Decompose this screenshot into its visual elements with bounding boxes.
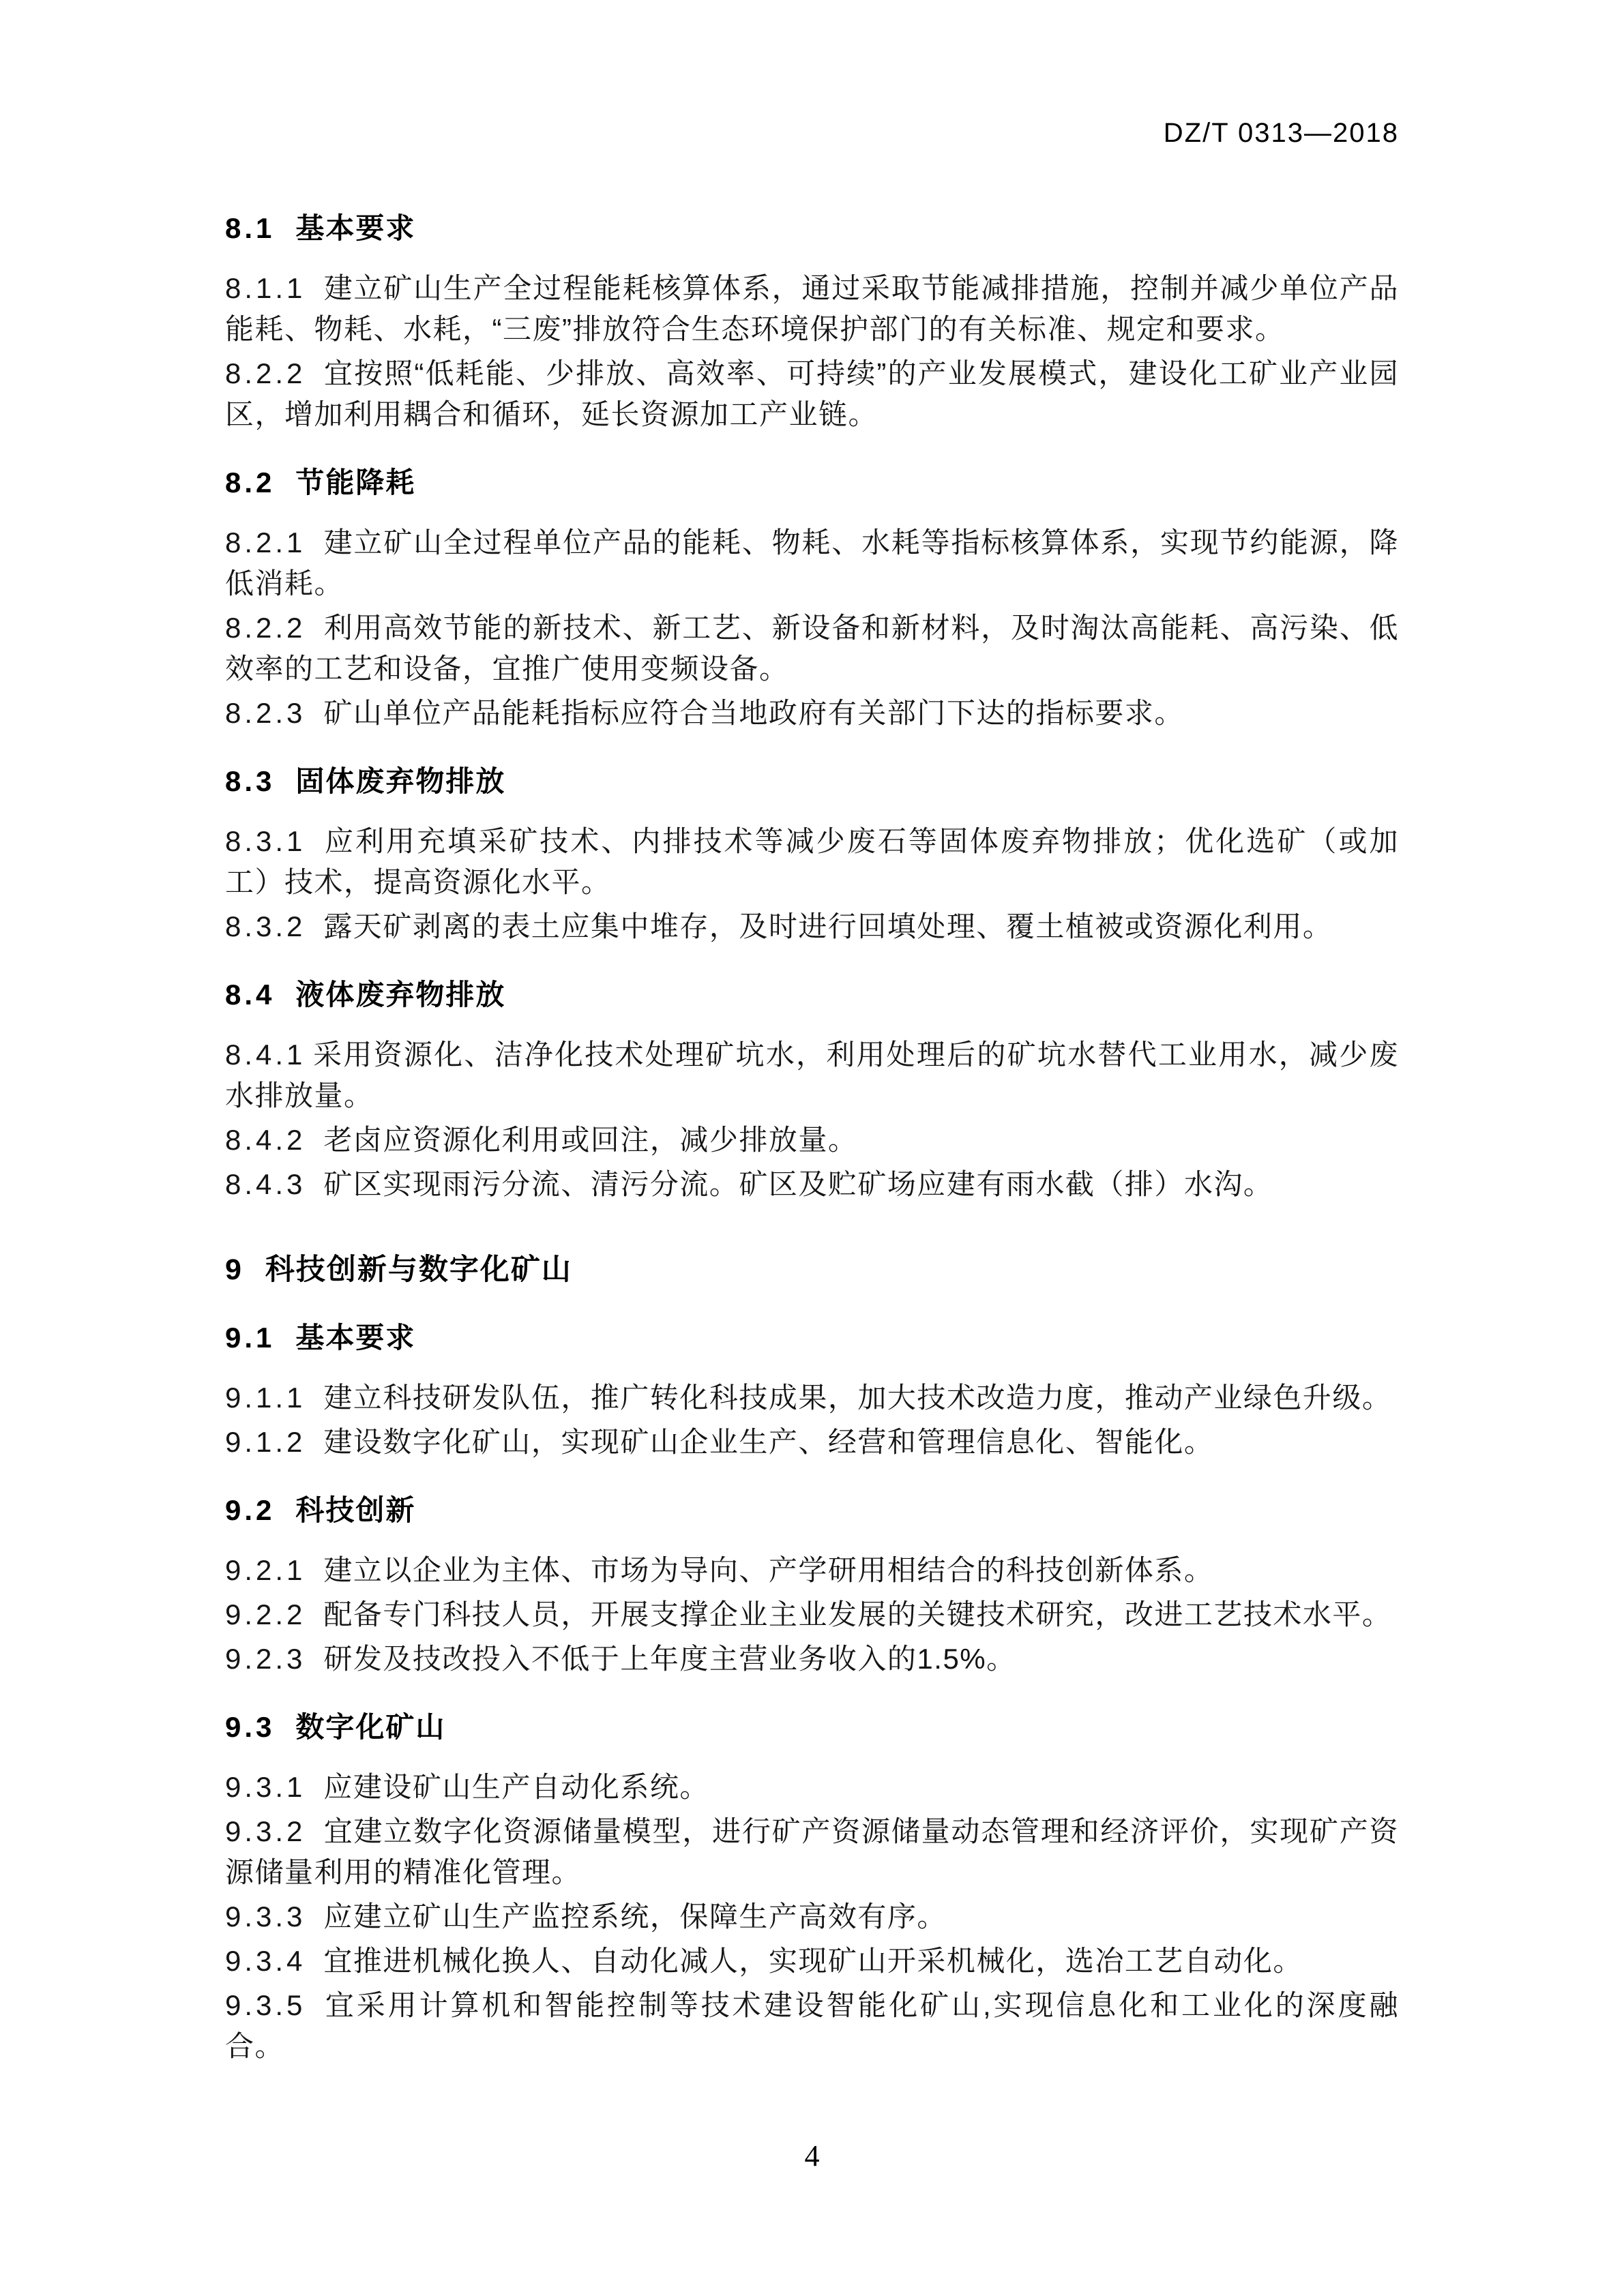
clause-9.3.5	[225, 1985, 1399, 2067]
heading-8.1	[225, 208, 1399, 249]
clause-text: 建立矿山全过程单位产品的能耗、物耗、水耗等指标核算体系，实现节约能源，降低消耗。	[225, 526, 1399, 599]
clause-number: 8.2.3	[225, 697, 306, 729]
heading-text: 液体废弃物排放	[295, 979, 506, 1011]
clause-number: 9.2.2	[225, 1598, 306, 1630]
clause-text: 采用资源化、洁净化技术处理矿坑水，利用处理后的矿坑水替代工业用水，减少废水排放量。	[225, 1039, 1399, 1112]
standard-number: DZ/T 0313—2018	[1163, 118, 1399, 148]
clause-number: 9.1.2	[225, 1426, 306, 1458]
clause-text: 研发及技改投入不低于上年度主营业务收入的1.5%。	[323, 1643, 1016, 1675]
clause-8.2.1	[225, 522, 1399, 604]
clause-text: 宜建立数字化资源储量模型，进行矿产资源储量动态管理和经济评价，实现矿产资源储量利用的精准化管理。	[225, 1815, 1399, 1888]
clause-number: 9.3.5	[225, 1989, 306, 2021]
document-body	[225, 208, 1399, 2067]
clause-number: 8.2	[225, 466, 276, 498]
clause-number: 8.1	[225, 212, 276, 244]
page-number: 4	[804, 2139, 820, 2173]
clause-number: 8.4.2	[225, 1124, 306, 1156]
clause-number: 8.3.2	[225, 910, 306, 942]
clause-number: 8.2.2	[225, 357, 306, 389]
clause-9.2.2	[225, 1594, 1399, 1635]
clause-number: 9.3.4	[225, 1945, 306, 1977]
clause-number: 9.2.1	[225, 1554, 306, 1586]
clause-number: 9.3	[225, 1711, 276, 1743]
clause-9.3.4	[225, 1941, 1399, 1982]
clause-8.2.3	[225, 693, 1399, 734]
clause-text: 老卤应资源化利用或回注，减少排放量。	[323, 1124, 858, 1156]
heading-text: 基本要求	[295, 212, 416, 244]
clause-number: 8.2.2	[225, 612, 306, 644]
clause-number: 8.4	[225, 979, 276, 1011]
heading-text: 固体废弃物排放	[295, 765, 506, 797]
clause-text: 应建设矿山生产自动化系统。	[323, 1771, 709, 1803]
clause-text: 露天矿剥离的表土应集中堆存，及时进行回填处理、覆土植被或资源化利用。	[323, 910, 1333, 942]
clause-8.4.2	[225, 1120, 1399, 1161]
clause-text: 利用高效节能的新技术、新工艺、新设备和新材料，及时淘汰高能耗、高污染、低效率的工艺和设备，宜推广使用变频设备。	[225, 612, 1399, 685]
clause-number: 8.3	[225, 765, 276, 797]
heading-9.2	[225, 1490, 1399, 1531]
clause-8.3.2	[225, 906, 1399, 947]
page-header	[225, 116, 1399, 150]
clause-text: 建设数字化矿山，实现矿山企业生产、经营和管理信息化、智能化。	[323, 1426, 1214, 1458]
clause-8.1.1	[225, 268, 1399, 350]
clause-9.2.3	[225, 1639, 1399, 1680]
clause-8.2.2	[225, 353, 1399, 435]
clause-text: 矿区实现雨污分流、清污分流。矿区及贮矿场应建有雨水截（排）水沟。	[323, 1168, 1273, 1200]
clause-9.1.1	[225, 1377, 1399, 1418]
clause-number: 9.1.1	[225, 1382, 306, 1414]
clause-9.2.1	[225, 1550, 1399, 1591]
heading-8.2	[225, 462, 1399, 503]
clause-number: 9.3.1	[225, 1771, 306, 1803]
clause-number: 8.4.1	[225, 1039, 306, 1071]
clause-text: 建立以企业为主体、市场为导向、产学研用相结合的科技创新体系。	[323, 1554, 1214, 1586]
heading-9.3	[225, 1707, 1399, 1748]
clause-text: 应建立矿山生产监控系统，保障生产高效有序。	[323, 1900, 947, 1933]
heading-text: 基本要求	[295, 1322, 416, 1354]
clause-8.4.1	[225, 1034, 1399, 1116]
clause-text: 建立矿山生产全过程能耗核算体系，通过采取节能减排措施，控制并减少单位产品能耗、物耗、水耗，“三废”排放符合生态环境保护部门的有关标准、规定和要求。	[225, 272, 1399, 345]
heading-9.1	[225, 1317, 1399, 1358]
clause-number: 9.3.2	[225, 1815, 306, 1847]
clause-text: 建立科技研发队伍，推广转化科技成果，加大技术改造力度，推动产业绿色升级。	[323, 1382, 1392, 1414]
clause-number: 8.4.3	[225, 1168, 306, 1200]
heading-text: 数字化矿山	[295, 1711, 446, 1743]
page-footer	[0, 2136, 1624, 2177]
clause-9.3.3	[225, 1896, 1399, 1937]
clause-number: 9.2.3	[225, 1643, 306, 1675]
clause-number: 9.3.3	[225, 1900, 306, 1933]
clause-text: 矿山单位产品能耗指标应符合当地政府有关部门下达的指标要求。	[323, 697, 1184, 729]
clause-number: 9.1	[225, 1322, 276, 1354]
clause-text: 宜采用计算机和智能控制等技术建设智能化矿山,实现信息化和工业化的深度融合。	[225, 1989, 1399, 2062]
clause-9.3.2	[225, 1811, 1399, 1893]
clause-8.4.3	[225, 1164, 1399, 1205]
clause-text: 宜按照“低耗能、少排放、高效率、可持续”的产业发展模式，建设化工矿业产业园区，增加利用耦合和循环，延长资源加工产业链。	[225, 357, 1399, 430]
clause-number: 8.3.1	[225, 825, 306, 857]
heading-text: 科技创新	[295, 1494, 416, 1526]
clause-9.1.2	[225, 1422, 1399, 1463]
clause-number: 8.1.1	[225, 272, 306, 304]
clause-number: 9.2	[225, 1494, 276, 1526]
clause-9.3.1	[225, 1767, 1399, 1808]
clause-number: 9	[225, 1253, 245, 1286]
clause-number: 8.2.1	[225, 526, 306, 558]
clause-text: 应利用充填采矿技术、内排技术等减少废石等固体废弃物排放；优化选矿（或加工）技术，提高资源化水平。	[225, 825, 1399, 898]
heading-8.3	[225, 761, 1399, 802]
clause-8.3.1	[225, 821, 1399, 903]
heading-text: 节能降耗	[295, 466, 416, 498]
clause-text: 配备专门科技人员，开展支撑企业主业发展的关键技术研究，改进工艺技术水平。	[323, 1598, 1392, 1630]
heading-text: 科技创新与数字化矿山	[265, 1253, 572, 1286]
clause-text: 宜推进机械化换人、自动化减人，实现矿山开采机械化，选冶工艺自动化。	[323, 1945, 1303, 1977]
heading-9	[225, 1249, 1399, 1290]
heading-8.4	[225, 974, 1399, 1015]
clause-8.2.2	[225, 608, 1399, 689]
